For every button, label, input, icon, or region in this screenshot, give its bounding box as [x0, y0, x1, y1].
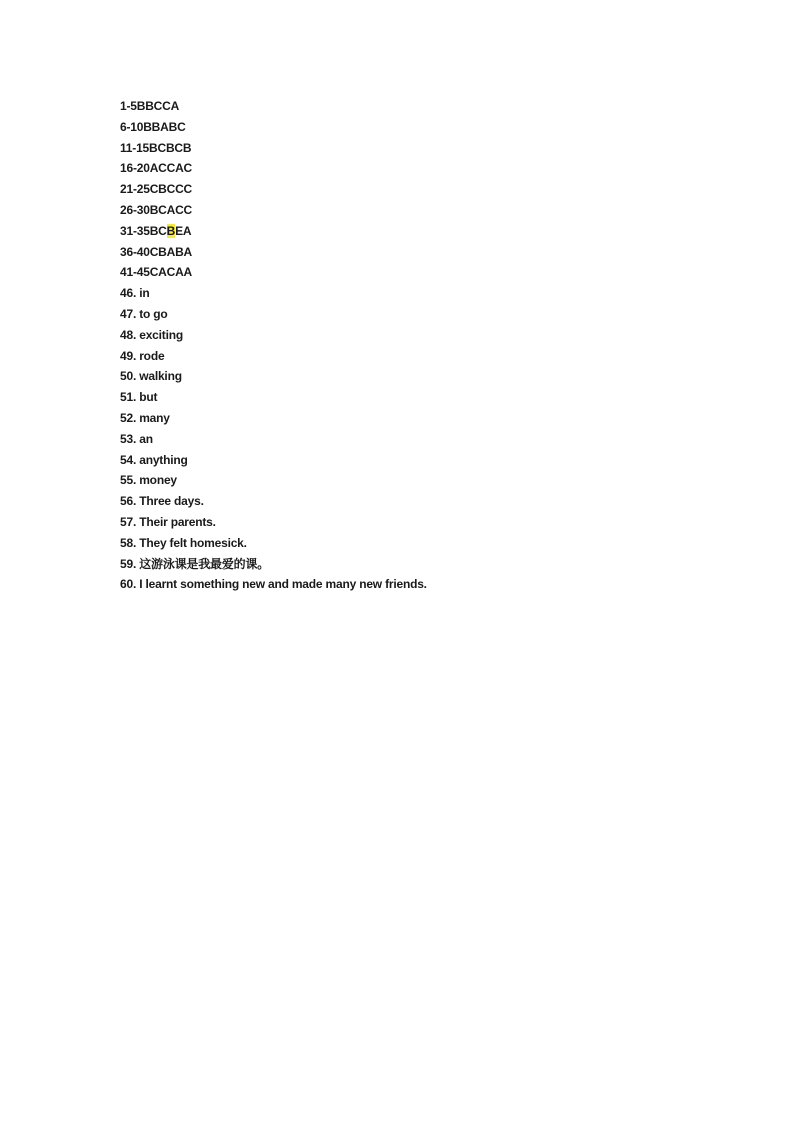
answer-line-60: 60. I learnt something new and made many new friends. — [120, 577, 427, 592]
answer-line-46: 46. in — [120, 286, 150, 301]
answer-line-36-40: 36-40CBABA — [120, 244, 193, 259]
answer-key-list — [120, 96, 680, 595]
answer-line-53: 53. an — [120, 431, 153, 446]
answer-text-after-highlight: EA — [175, 223, 192, 238]
answer-line-26-30: 26-30BCACC — [120, 202, 193, 217]
answer-line-21-25: 21-25CBCCC — [120, 182, 193, 197]
answer-line-50: 50. walking — [120, 369, 182, 384]
answer-line-11-15: 11-15BCBCB — [120, 140, 192, 155]
highlighted-letter: B — [166, 223, 176, 238]
answer-line-58: 58. They felt homesick. — [120, 535, 247, 550]
answer-line-56: 56. Three days. — [120, 494, 204, 509]
answer-line-57: 57. Their parents. — [120, 514, 216, 529]
answer-text-before-highlight: 31-35BC — [120, 223, 167, 238]
answer-line-1-5: 1-5BBCCA — [120, 99, 180, 113]
answer-line-48: 48. exciting — [120, 327, 183, 342]
answer-line-41-45: 41-45CACAA — [120, 265, 193, 280]
answer-line-6-10: 6-10BBABC — [120, 119, 186, 134]
answer-line-59: 59. 这游泳课是我最爱的课。 — [120, 556, 270, 571]
answer-line-52: 52. many — [120, 410, 170, 425]
answer-line-49: 49. rode — [120, 348, 165, 363]
answer-line-31-35 — [120, 221, 680, 242]
answer-line-55: 55. money — [120, 473, 177, 488]
answer-line-16-20: 16-20ACCAC — [120, 161, 193, 176]
answer-line-54: 54. anything — [120, 452, 188, 467]
answer-line-51: 51. but — [120, 390, 158, 405]
answer-line-47: 47. to go — [120, 306, 168, 321]
